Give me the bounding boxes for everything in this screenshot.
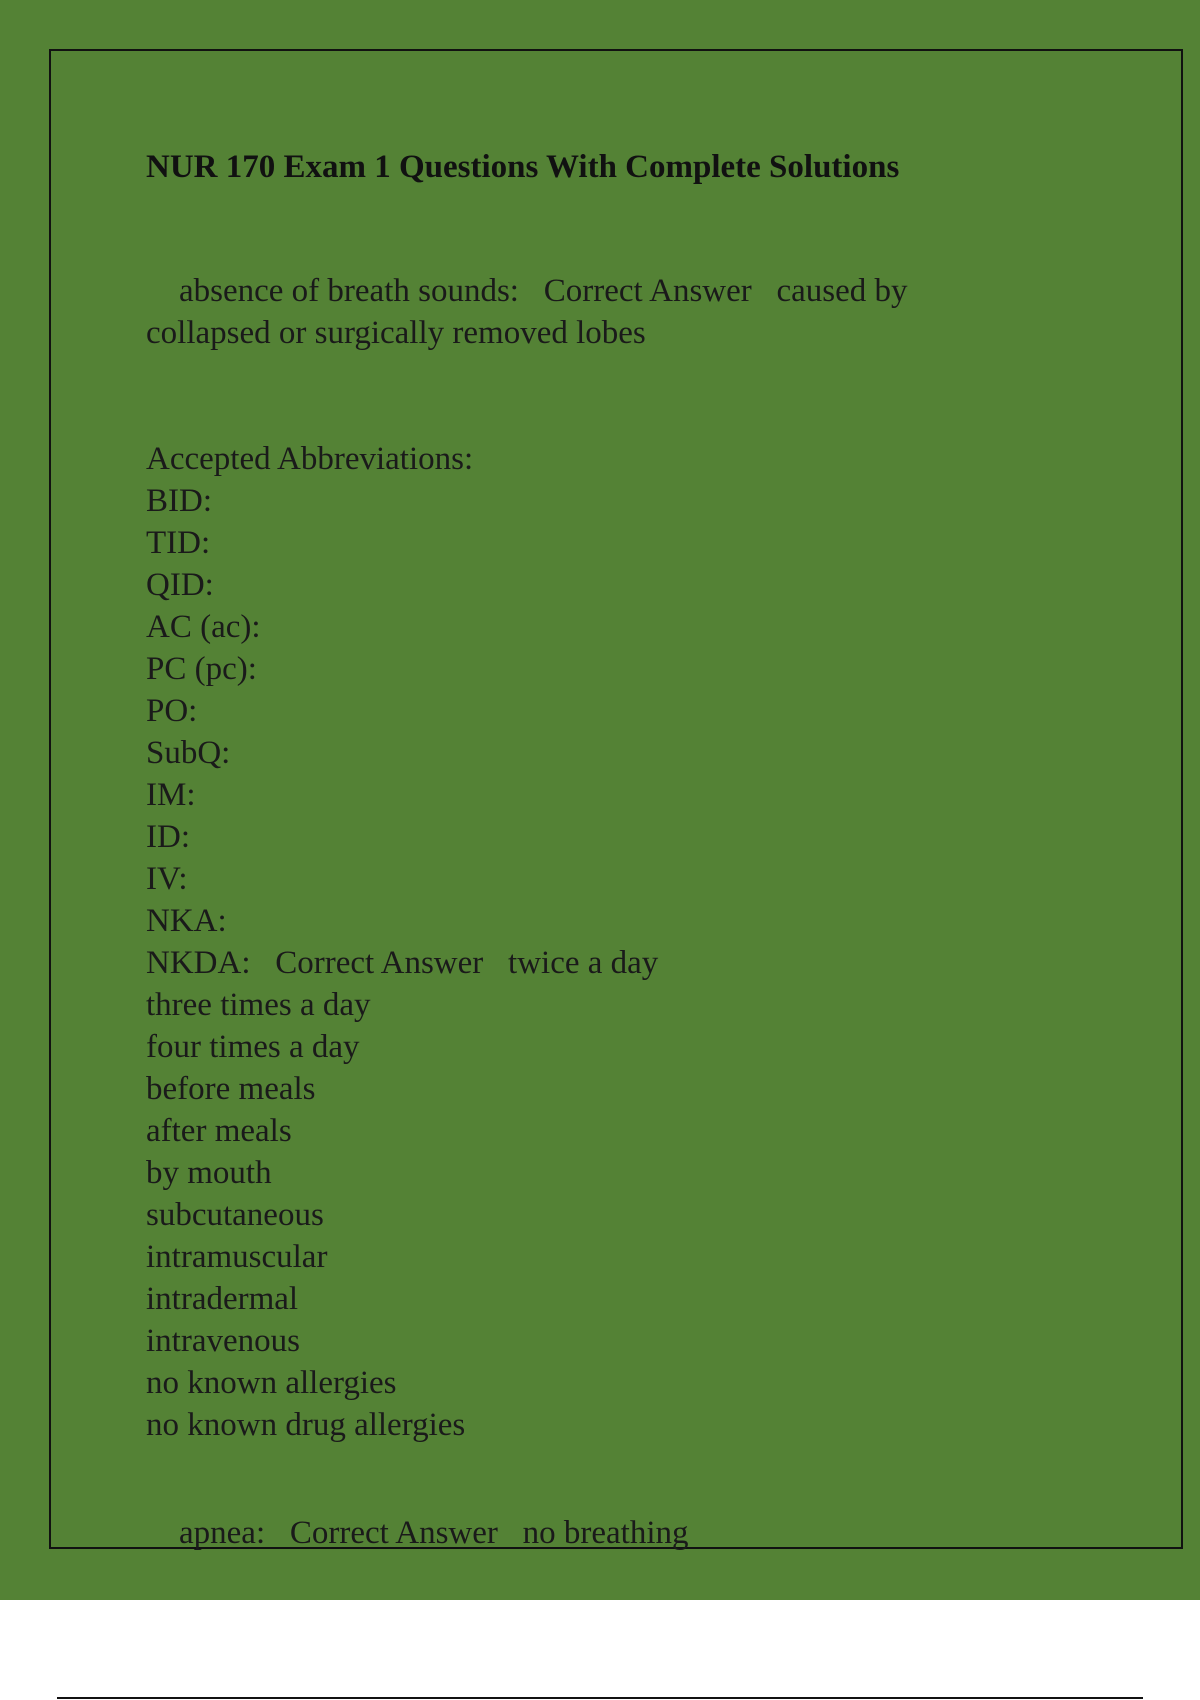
abbreviation-meaning: no known drug allergies [146,1407,466,1443]
qa-entry-apnea [146,1470,1046,1596]
abbreviation-meaning: twice a day [508,945,659,981]
abbreviation-meaning: intradermal [146,1281,299,1317]
abbreviation-term: PO: [146,693,198,729]
abbreviation-meaning: by mouth [146,1155,272,1191]
abbreviation-term: IM: [146,777,196,813]
answer-label: Correct Answer [289,1515,498,1551]
abbreviation-term: BID: [146,483,212,519]
qa-entry-breath-sounds [146,228,1046,396]
abbreviation-meaning: before meals [146,1071,316,1107]
abbreviation-term: AC (ac): [146,609,261,645]
abbreviation-term: NKDA: [146,945,251,981]
abbreviation-meaning: intravenous [146,1323,300,1359]
abbreviation-term: IV: [146,861,188,897]
footer-divider-line [57,1697,1143,1699]
abbreviation-meaning: no known allergies [146,1365,397,1401]
abbreviations-heading: Accepted Abbreviations: [146,441,474,477]
abbreviations-section [146,438,1046,1446]
abbreviation-meaning: four times a day [146,1029,360,1065]
answer-text: no breathing [522,1515,689,1551]
answer-label: Correct Answer [275,945,484,981]
abbreviation-meaning: after meals [146,1113,292,1149]
question-text: apnea: [179,1515,266,1551]
answer-text-line2: collapsed or surgically removed lobes [146,315,646,351]
answer-label: Correct Answer [543,273,752,309]
document-content [146,146,1046,1638]
answer-text-line1: caused by [776,273,908,309]
abbreviation-term: SubQ: [146,735,231,771]
abbreviation-term: QID: [146,567,214,603]
abbreviation-term: ID: [146,819,190,855]
abbreviation-meaning: subcutaneous [146,1197,324,1233]
question-text: absence of breath sounds: [179,273,519,309]
abbreviation-term: TID: [146,525,211,561]
abbreviation-term-with-answer [146,942,1046,984]
abbreviation-term: PC (pc): [146,651,257,687]
document-title: NUR 170 Exam 1 Questions With Complete Solutions [146,149,900,185]
abbreviation-meaning: intramuscular [146,1239,328,1275]
abbreviation-meaning: three times a day [146,987,371,1023]
abbreviation-term: NKA: [146,903,227,939]
